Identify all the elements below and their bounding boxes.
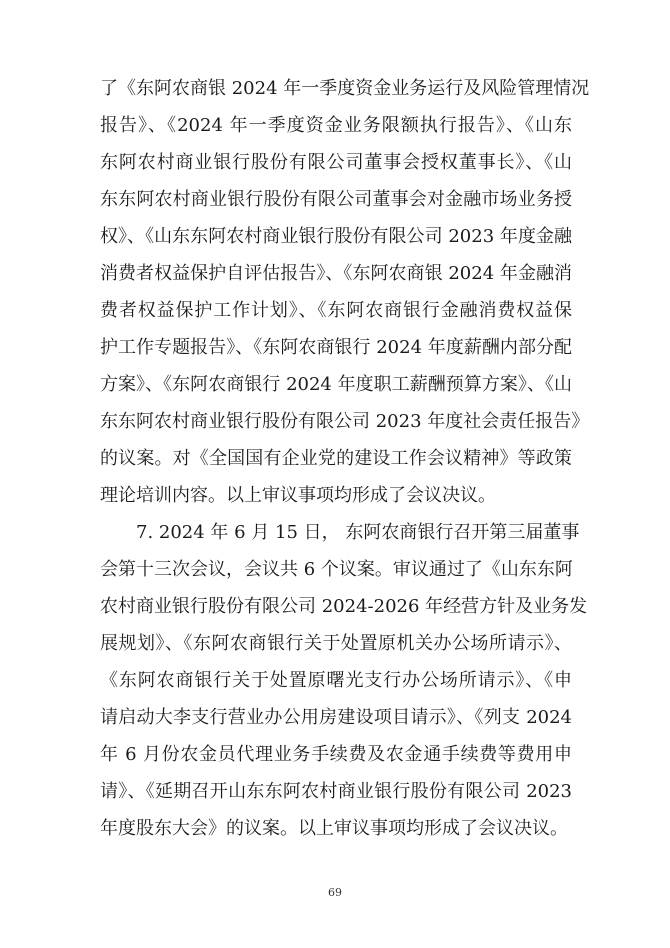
- text-line: 展规划》、《东阿农商银行关于处置原机关办公场所请示》、: [100, 633, 572, 654]
- text-line: 年度股东大会》的议案。以上审议事项均形成了会议决议。: [100, 818, 568, 839]
- text-line: 东阿农村商业银行股份有限公司董事会授权董事长》、《山: [100, 152, 572, 173]
- text-line: 《东阿农商银行关于处置原曙光支行办公场所请示》、《申: [100, 670, 572, 691]
- text-line: 7. 2024 年 6 月 15 日， 东阿农商银行召开第三届董事: [136, 522, 580, 543]
- text-line: 理论培训内容。以上审议事项均形成了会议决议。: [100, 485, 496, 506]
- text-line: 的议案。对《全国国有企业党的建设工作会议精神》等政策: [100, 448, 572, 469]
- text-line: 权》、《山东东阿农村商业银行股份有限公司 2023 年度金融: [100, 226, 572, 247]
- text-line: 东东阿农村商业银行股份有限公司 2023 年度社会责任报告》: [100, 411, 590, 432]
- text-line: 报告》、《2024 年一季度资金业务限额执行报告》、《山东: [100, 115, 572, 136]
- text-line: 方案》、《东阿农商银行 2024 年度职工薪酬预算方案》、《山: [100, 374, 572, 395]
- text-line: 请启动大李支行营业办公用房建设项目请示》、《列支 2024: [100, 707, 572, 728]
- text-line: 农村商业银行股份有限公司 2024-2026 年经营方针及业务发: [100, 596, 588, 617]
- text-line: 费者权益保护工作计划》、《东阿农商银行金融消费权益保: [100, 300, 572, 321]
- text-line: 了《东阿农商银 2024 年一季度资金业务运行及风险管理情况: [100, 78, 590, 99]
- text-line: 护工作专题报告》、《东阿农商银行 2024 年度薪酬内部分配: [100, 337, 572, 358]
- text-line: 消费者权益保护自评估报告》、《东阿农商银 2024 年金融消: [100, 263, 572, 284]
- text-line: 年 6 月份农金员代理业务手续费及农金通手续费等费用申: [100, 744, 572, 765]
- text-line: 请》、《延期召开山东东阿农村商业银行股份有限公司 2023: [100, 781, 572, 802]
- text-line: 东东阿农村商业银行股份有限公司董事会对金融市场业务授: [100, 189, 572, 210]
- text-line: 会第十三次会议，会议共 6 个议案。审议通过了《山东东阿: [100, 559, 573, 580]
- page-number: 69: [328, 886, 342, 899]
